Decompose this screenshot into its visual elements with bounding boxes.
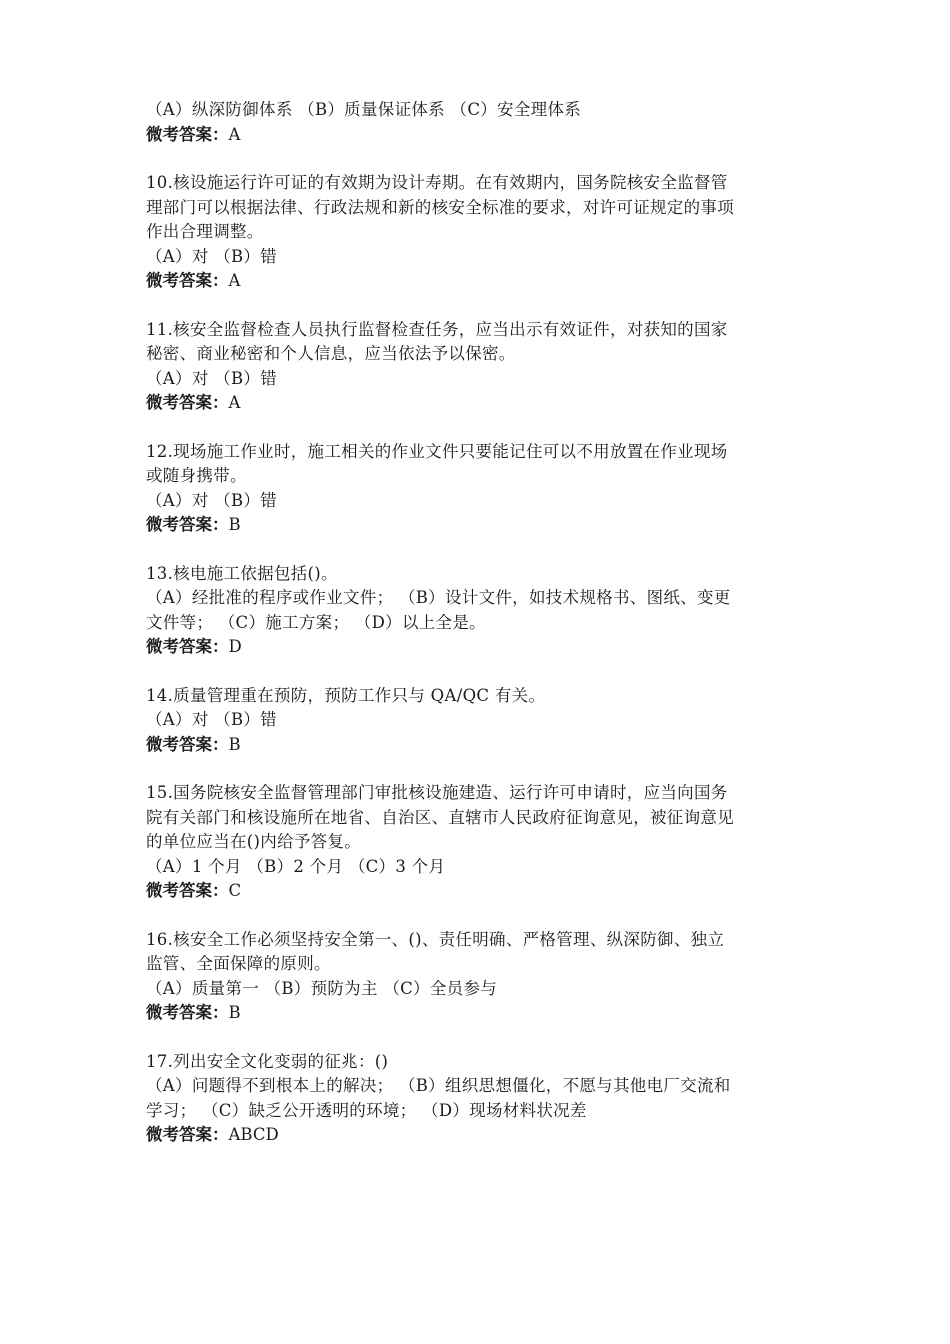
options-line: （A）对 （B）错: [146, 368, 277, 388]
options-line: （A）1 个月 （B）2 个月 （C）3 个月: [146, 856, 446, 876]
answer-label: 微考答案：: [146, 124, 229, 144]
answer-line: [146, 513, 816, 538]
answer-value: B: [228, 515, 241, 534]
question-line: 院有关部门和核设施所在地省、自治区、直辖市人民政府征询意见，被征询意见: [146, 807, 734, 827]
question-line: 13.核电施工依据包括()。: [146, 563, 338, 583]
answer-line: [146, 1001, 816, 1026]
answer-line: [146, 635, 816, 660]
answer-label: 微考答案：: [146, 1125, 229, 1144]
question-line: 17.列出安全文化变弱的征兆：(): [146, 1051, 389, 1071]
answer-value: B: [228, 1003, 241, 1022]
question-block-17: [146, 1050, 816, 1148]
answer-label: 微考答案：: [146, 734, 229, 754]
answer-line: [146, 269, 816, 294]
question-line: 15.国务院核安全监督管理部门审批核设施建造、运行许可申请时，应当向国务: [146, 783, 728, 802]
question-line: 10.核设施运行许可证的有效期为设计寿期。在有效期内，国务院核安全监督管: [146, 173, 728, 192]
answer-label: 微考答案：: [146, 393, 229, 412]
question-block-12: [146, 440, 816, 538]
question-line: 12.现场施工作业时，施工相关的作业文件只要能记住可以不用放置在作业现场: [146, 441, 728, 461]
answer-value: ABCD: [228, 1125, 279, 1144]
options-line: （A）问题得不到根本上的解决； （B）组织思想僵化，不愿与其他电厂交流和: [146, 1076, 731, 1095]
question-block-16: [146, 928, 816, 1026]
question-line: 16.核安全工作必须坚持安全第一、()、责任明确、严格管理、纵深防御、独立: [146, 929, 725, 949]
answer-line: [146, 879, 816, 904]
question-line: 或随身携带。: [146, 466, 247, 485]
question-line: 秘密、商业秘密和个人信息，应当依法予以保密。: [146, 344, 516, 363]
options-line: 文件等； （C）施工方案； （D）以上全是。: [146, 612, 486, 632]
answer-label: 微考答案：: [146, 271, 229, 290]
answer-line: [146, 733, 816, 758]
options-line: （A）对 （B）错: [146, 490, 277, 510]
question-block-9: [146, 98, 816, 147]
answer-value: D: [228, 637, 242, 656]
answer-label: 微考答案：: [146, 637, 229, 656]
answer-value: A: [228, 393, 241, 412]
question-line: 11.核安全监督检查人员执行监督检查任务，应当出示有效证件，对获知的国家: [146, 319, 728, 339]
question-line: 理部门可以根据法律、行政法规和新的核安全标准的要求，对许可证规定的事项: [146, 197, 734, 217]
answer-label: 微考答案：: [146, 1003, 229, 1022]
question-block-15: [146, 781, 816, 904]
options-line: （A）对 （B）错: [146, 246, 277, 266]
question-block-13: [146, 562, 816, 660]
answer-value: A: [228, 271, 241, 290]
options-line: （A）经批准的程序或作业文件； （B）设计文件，如技术规格书、图纸、变更: [146, 588, 731, 607]
answer-label: 微考答案：: [146, 515, 229, 534]
answer-value: C: [228, 881, 242, 900]
answer-value: A: [228, 124, 241, 144]
question-line: （A）纵深防御体系 （B）质量保证体系 （C）安全理体系: [146, 100, 582, 119]
answer-label: 微考答案：: [146, 881, 229, 900]
question-block-14: [146, 684, 816, 758]
options-line: 学习； （C）缺乏公开透明的环境； （D）现场材料状况差: [146, 1100, 587, 1120]
options-line: （A）质量第一 （B）预防为主 （C）全员参与: [146, 978, 498, 998]
question-line: 作出合理调整。: [146, 222, 264, 241]
document-page: [146, 98, 816, 1172]
answer-line: [146, 123, 816, 148]
question-block-11: [146, 318, 816, 416]
question-line: 14.质量管理重在预防，预防工作只与 QA/QC 有关。: [146, 685, 546, 705]
answer-line: [146, 1123, 816, 1148]
answer-value: B: [228, 734, 241, 754]
question-line: 监管、全面保障的原则。: [146, 954, 331, 973]
question-line: 的单位应当在()内给予答复。: [146, 832, 362, 851]
question-block-10: [146, 171, 816, 294]
options-line: （A）对 （B）错: [146, 710, 277, 729]
answer-line: [146, 391, 816, 416]
